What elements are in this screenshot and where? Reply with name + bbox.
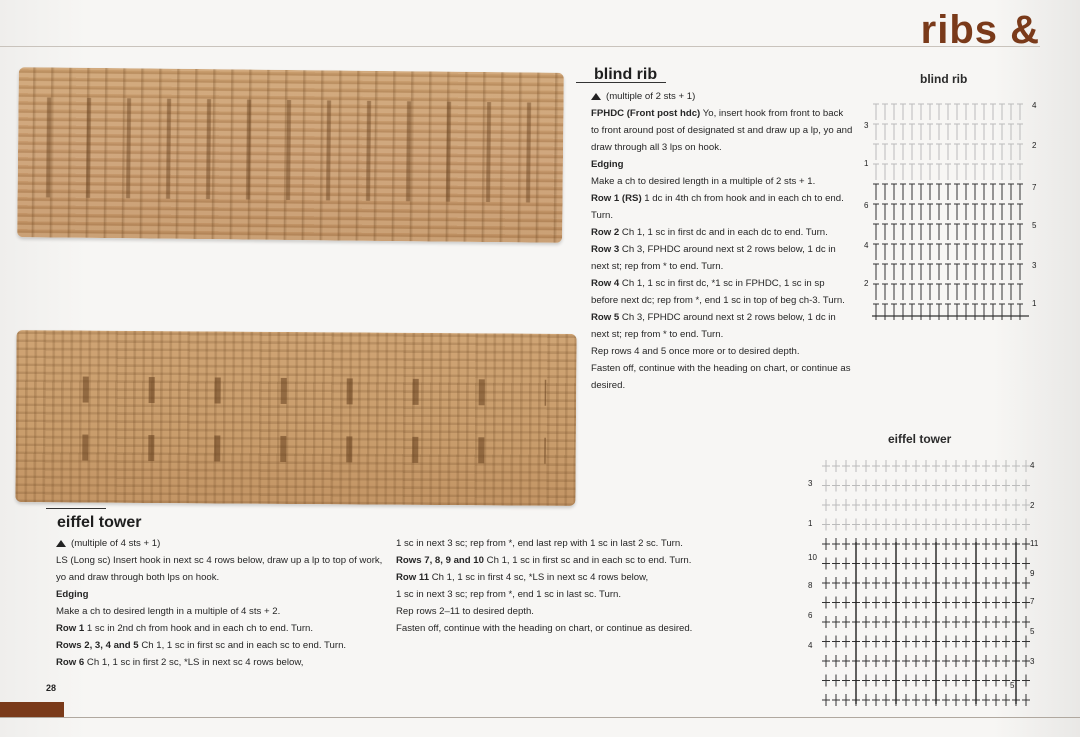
row-number: 6 xyxy=(864,201,869,210)
row-text: Ch 1, 1 sc in first dc and in each dc to end. Turn. xyxy=(619,227,828,238)
row-text: 1 sc in next 3 sc; rep from *, end last rep with 1 sc in last 2 sc. Turn. xyxy=(396,538,683,549)
row-number: 8 xyxy=(808,581,813,590)
row-number: 7 xyxy=(1030,597,1035,606)
row-label: Row 2 xyxy=(591,227,620,238)
row-number: 6 xyxy=(808,611,813,620)
row-label: Row 6 xyxy=(56,657,85,668)
row-number: 3 xyxy=(1030,657,1035,666)
row-number: 2 xyxy=(864,279,869,288)
row-text: 1 sc in next 3 sc; rep from *, end 1 sc in last sc. Turn. xyxy=(396,589,622,600)
section-rule xyxy=(46,508,106,509)
eiffel-tower-stitch-chart xyxy=(806,452,1046,717)
row-number: 1 xyxy=(864,159,869,168)
term: FPHDC (Front post hdc) xyxy=(591,108,701,119)
triangle-icon xyxy=(56,540,66,547)
eiffel-tower-chart-title: eiffel tower xyxy=(888,432,952,446)
page-number: 28 xyxy=(46,683,57,693)
row-text: 1 sc in 2nd ch from hook and in each ch to end. Turn. xyxy=(84,623,314,634)
row-text: Ch 1, 1 sc in first dc, *1 sc in FPHDC, 1 sc in sp before next dc; rep from *, end 1 sc in top of beg ch-3. Turn. xyxy=(591,278,845,306)
multiple-note: (multiple of 4 sts + 1) xyxy=(71,538,161,549)
row-number: 4 xyxy=(864,241,869,250)
swatch-texture xyxy=(46,376,546,405)
edging-label: Edging xyxy=(56,589,89,600)
row-number: 7 xyxy=(1032,183,1037,192)
multiple-note: (multiple of 2 sts + 1) xyxy=(606,91,696,102)
row-label: Row 1 xyxy=(56,623,85,634)
row-text: 1 dc in 4th ch from hook and in each ch to end. Turn. xyxy=(591,193,844,221)
edging-label: Edging xyxy=(591,159,624,170)
row-label: Row 11 xyxy=(396,572,430,583)
row-label: Rows 2, 3, 4 and 5 xyxy=(56,640,139,651)
row-number: 5 xyxy=(1032,221,1037,230)
row-number: 3 xyxy=(1032,261,1037,270)
row-number: 3 xyxy=(864,121,869,130)
swatch-texture xyxy=(46,434,546,463)
edging-text: Make a ch to desired length in a multiple of 2 sts + 1. xyxy=(591,176,816,187)
triangle-icon xyxy=(591,93,601,100)
row-number: 2 xyxy=(1030,501,1035,510)
row-number: 1 xyxy=(808,519,813,528)
row-label: Row 1 (RS) xyxy=(591,193,642,204)
row-label: Row 4 xyxy=(591,278,620,289)
header-rule xyxy=(0,46,1040,47)
row-number: 3 xyxy=(808,479,813,488)
term-desc: Yo, insert hook from front to back to front around post of designated st and draw up a lp, yo and draw through all 3 lps on hook. xyxy=(591,108,853,153)
repeat-text: Rep rows 2–11 to desired depth. xyxy=(396,606,534,617)
row-number: 5 xyxy=(1030,627,1035,636)
eiffel-tower-instructions xyxy=(56,535,391,671)
swatch-texture xyxy=(28,97,554,202)
blind-rib-title: blind rib xyxy=(594,66,658,83)
eiffel-tower-swatch-photo xyxy=(15,330,576,506)
row-number: 4 xyxy=(1032,101,1037,110)
page-color-bar xyxy=(0,702,64,718)
row-text: Ch 1, 1 sc in first 2 sc, *LS in next sc 4 rows below, xyxy=(84,657,304,668)
page-header-title: ribs & xyxy=(920,8,1040,52)
row-number: 11 xyxy=(1030,539,1039,548)
row-text: Ch 1, 1 sc in first 4 sc, *LS in next sc 4 rows below, xyxy=(429,572,649,583)
edging-text: Make a ch to desired length in a multiple of 4 sts + 2. xyxy=(56,606,281,617)
fasten-text: Fasten off, continue with the heading on chart, or continue as desired. xyxy=(396,623,693,634)
blind-rib-instructions xyxy=(591,88,853,394)
fasten-text: Fasten off, continue with the heading on chart, or continue as desired. xyxy=(591,363,851,391)
blind-rib-stitch-chart xyxy=(860,94,1046,326)
row-number: 4 xyxy=(808,641,813,650)
row-label: Rows 7, 8, 9 and 10 xyxy=(396,555,484,566)
eiffel-tower-title: eiffel tower xyxy=(57,514,142,531)
row-text: Ch 1, 1 sc in first sc and in each sc to end. Turn. xyxy=(483,555,692,566)
row-text: Ch 1, 1 sc in first sc and in each sc to end. Turn. xyxy=(138,640,347,651)
row-label: Row 3 xyxy=(591,244,620,255)
blind-rib-swatch-photo xyxy=(17,67,564,243)
repeat-text: Rep rows 4 and 5 once more or to desired depth. xyxy=(591,346,800,357)
blind-rib-chart-title: blind rib xyxy=(920,72,968,86)
row-label: Row 5 xyxy=(591,312,620,323)
row-number: 10 xyxy=(808,553,817,562)
eiffel-tower-instructions-continued xyxy=(396,535,741,637)
row-number: 9 xyxy=(1030,569,1035,578)
footer-rule xyxy=(0,717,1080,718)
row-number: 2 xyxy=(1032,141,1037,150)
ls-definition: LS (Long sc) Insert hook in next sc 4 rows below, draw up a lp to top of work, yo and draw through both lps on hook. xyxy=(56,555,383,583)
row-text: Ch 3, FPHDC around next st 2 rows below, 1 dc in next st; rep from * to end. Turn. xyxy=(591,244,836,272)
row-number: 5 xyxy=(1010,681,1015,690)
row-number: 4 xyxy=(1030,461,1035,470)
row-text: Ch 3, FPHDC around next st 2 rows below, 1 dc in next st; rep from * to end. Turn. xyxy=(591,312,836,340)
row-number: 1 xyxy=(1032,299,1037,308)
